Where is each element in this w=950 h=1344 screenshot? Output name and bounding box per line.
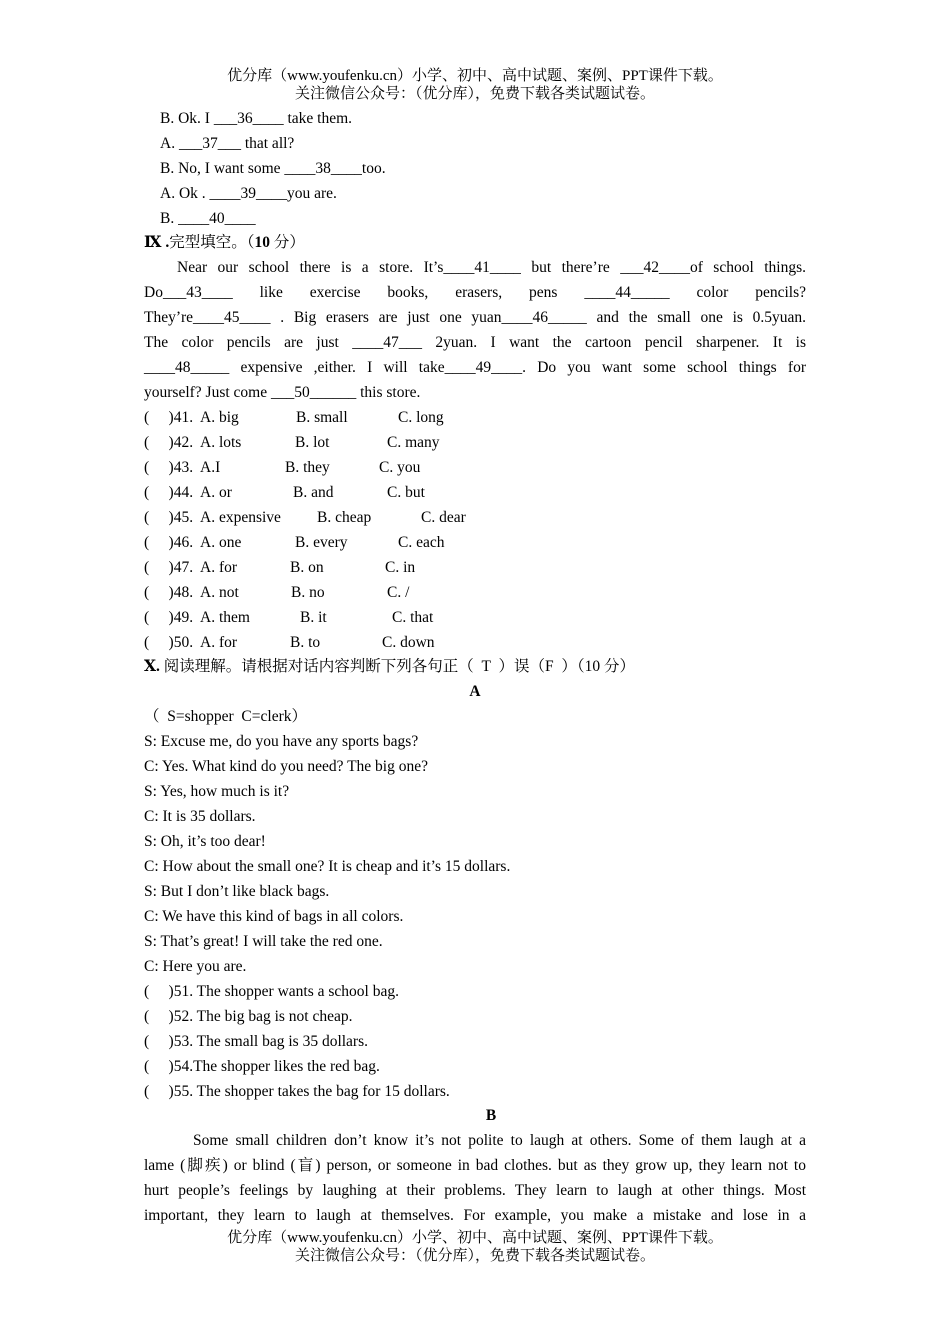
dialogue-line: C: Yes. What kind do you need? The big one? bbox=[144, 758, 428, 775]
option-c: C. long bbox=[398, 409, 444, 426]
dialogue-line: C: Here you are. bbox=[144, 958, 247, 975]
reading-passage-line: lame (脚疾) or blind (盲) person, or someone in bad clothes. but as they grow up, they learn not to bbox=[144, 1157, 806, 1174]
option-a: A. expensive bbox=[200, 509, 281, 526]
option-b: B. it bbox=[300, 609, 327, 626]
dialogue-line: B. No, I want some ____38____too. bbox=[160, 160, 386, 177]
option-c: C. dear bbox=[421, 509, 466, 526]
option-a: A. one bbox=[200, 534, 242, 551]
cloze-passage-line: They’re____45____ . Big erasers are just one yuan____46_____ and the small one is 0.5yuan. bbox=[144, 309, 806, 326]
option-a: A. lots bbox=[200, 434, 242, 451]
question-number: ( )44. bbox=[144, 484, 194, 501]
option-a: A.I bbox=[200, 459, 221, 476]
part-b-heading: B bbox=[485, 1107, 497, 1124]
section-10-title: 阅读理解。请根据对话内容判断下列各句正（ T ）误（F ）（10 分） bbox=[159, 658, 635, 675]
option-a: A. for bbox=[200, 634, 238, 651]
cloze-passage-line: yourself? Just come ___50______ this store. bbox=[144, 384, 421, 401]
dialogue-line: S: That’s great! I will take the red one. bbox=[144, 933, 383, 950]
cloze-passage-line: ____48_____ expensive ,either. I will take____49____. Do you want some school things for bbox=[144, 359, 806, 376]
dialogue-line: B. Ok. I ___36____ take them. bbox=[160, 110, 353, 127]
question-number: ( )48. bbox=[144, 584, 194, 601]
dialogue-line: C: How about the small one? It is cheap and it’s 15 dollars. bbox=[144, 858, 511, 875]
option-c: C. in bbox=[385, 559, 416, 576]
header-line-2: 关注微信公众号：（优分库），免费下载各类试题试卷。 bbox=[294, 86, 655, 102]
true-false-statement: ( )52. The big bag is not cheap. bbox=[144, 1008, 353, 1025]
question-number: ( )47. bbox=[144, 559, 194, 576]
true-false-statement: ( )54.The shopper likes the red bag. bbox=[144, 1058, 380, 1075]
part-a-heading: A bbox=[469, 683, 481, 700]
dialogue-line: B. ____40____ bbox=[160, 210, 256, 227]
section-9-title: 完型填空。（ bbox=[169, 234, 255, 251]
option-c: C. you bbox=[379, 459, 421, 476]
option-b: B. lot bbox=[295, 434, 330, 451]
option-b: B. and bbox=[293, 484, 334, 501]
section-10-roman: Ⅹ. bbox=[144, 658, 160, 675]
dialogue-line: A. ___37___ that all? bbox=[160, 135, 295, 152]
dialogue-line: A. Ok . ____39____you are. bbox=[160, 185, 337, 202]
reading-passage-line: hurt people’s feelings by laughing at their problems. They learn to laugh at other things. Most bbox=[144, 1182, 806, 1199]
option-b: B. they bbox=[285, 459, 330, 476]
option-a: A. or bbox=[200, 484, 232, 501]
option-a: A. big bbox=[200, 409, 239, 426]
footer-line-2: 关注微信公众号：（优分库），免费下载各类试题试卷。 bbox=[294, 1248, 655, 1264]
question-number: ( )41. bbox=[144, 409, 194, 426]
question-number: ( )46. bbox=[144, 534, 194, 551]
question-number: ( )49. bbox=[144, 609, 194, 626]
cloze-passage-line: Near our school there is a store. It’s____41____ but there’re ___42____of school things. bbox=[177, 259, 806, 276]
section-9-unit: 分） bbox=[269, 234, 305, 251]
option-c: C. each bbox=[398, 534, 445, 551]
dialogue-line: S: But I don’t like black bags. bbox=[144, 883, 330, 900]
option-b: B. no bbox=[291, 584, 325, 601]
option-b: B. small bbox=[296, 409, 348, 426]
true-false-statement: ( )55. The shopper takes the bag for 15 dollars. bbox=[144, 1083, 450, 1100]
true-false-statement: ( )51. The shopper wants a school bag. bbox=[144, 983, 399, 1000]
cloze-passage-line: The color pencils are just ____47___ 2yuan. I want the cartoon pencil sharpener. It is bbox=[144, 334, 806, 351]
reading-passage-line: important, they learn to laugh at themselves. For example, you make a mistake and lose in a bbox=[144, 1207, 806, 1224]
option-c: C. many bbox=[387, 434, 440, 451]
option-b: B. every bbox=[295, 534, 348, 551]
option-c: C. but bbox=[387, 484, 425, 501]
dialogue-line: C: We have this kind of bags in all colors. bbox=[144, 908, 404, 925]
question-number: ( )42. bbox=[144, 434, 194, 451]
option-c: C. / bbox=[387, 584, 410, 601]
section-9-roman: Ⅸ . bbox=[144, 234, 170, 251]
question-number: ( )45. bbox=[144, 509, 194, 526]
option-a: A. not bbox=[200, 584, 239, 601]
option-b: B. to bbox=[290, 634, 321, 651]
dialogue-line: S: Yes, how much is it? bbox=[144, 783, 290, 800]
cloze-passage-line: Do___43____ like exercise books, erasers, pens ____44_____ color pencils? bbox=[144, 284, 806, 301]
option-a: A. for bbox=[200, 559, 238, 576]
question-number: ( )43. bbox=[144, 459, 194, 476]
dialogue-line: S: Oh, it’s too dear! bbox=[144, 833, 266, 850]
dialogue-legend: （ S=shopper C=clerk） bbox=[144, 708, 307, 725]
option-b: B. on bbox=[290, 559, 324, 576]
header-line-1: 优分库（www.youfenku.cn）小学、初中、高中试题、案例、PPT课件下载。 bbox=[227, 68, 723, 84]
option-b: B. cheap bbox=[317, 509, 372, 526]
option-c: C. down bbox=[382, 634, 435, 651]
true-false-statement: ( )53. The small bag is 35 dollars. bbox=[144, 1033, 369, 1050]
question-number: ( )50. bbox=[144, 634, 194, 651]
dialogue-line: C: It is 35 dollars. bbox=[144, 808, 256, 825]
footer-line-1: 优分库（www.youfenku.cn）小学、初中、高中试题、案例、PPT课件下载。 bbox=[227, 1230, 723, 1246]
section-10-heading bbox=[144, 657, 635, 677]
reading-passage-line: Some small children don’t know it’s not polite to laugh at others. Some of them laugh at a bbox=[193, 1132, 806, 1149]
dialogue-line: S: Excuse me, do you have any sports bags? bbox=[144, 733, 419, 750]
option-a: A. them bbox=[200, 609, 250, 626]
section-9-score: 10 bbox=[254, 234, 270, 251]
option-c: C. that bbox=[392, 609, 434, 626]
section-9-heading bbox=[144, 233, 305, 253]
